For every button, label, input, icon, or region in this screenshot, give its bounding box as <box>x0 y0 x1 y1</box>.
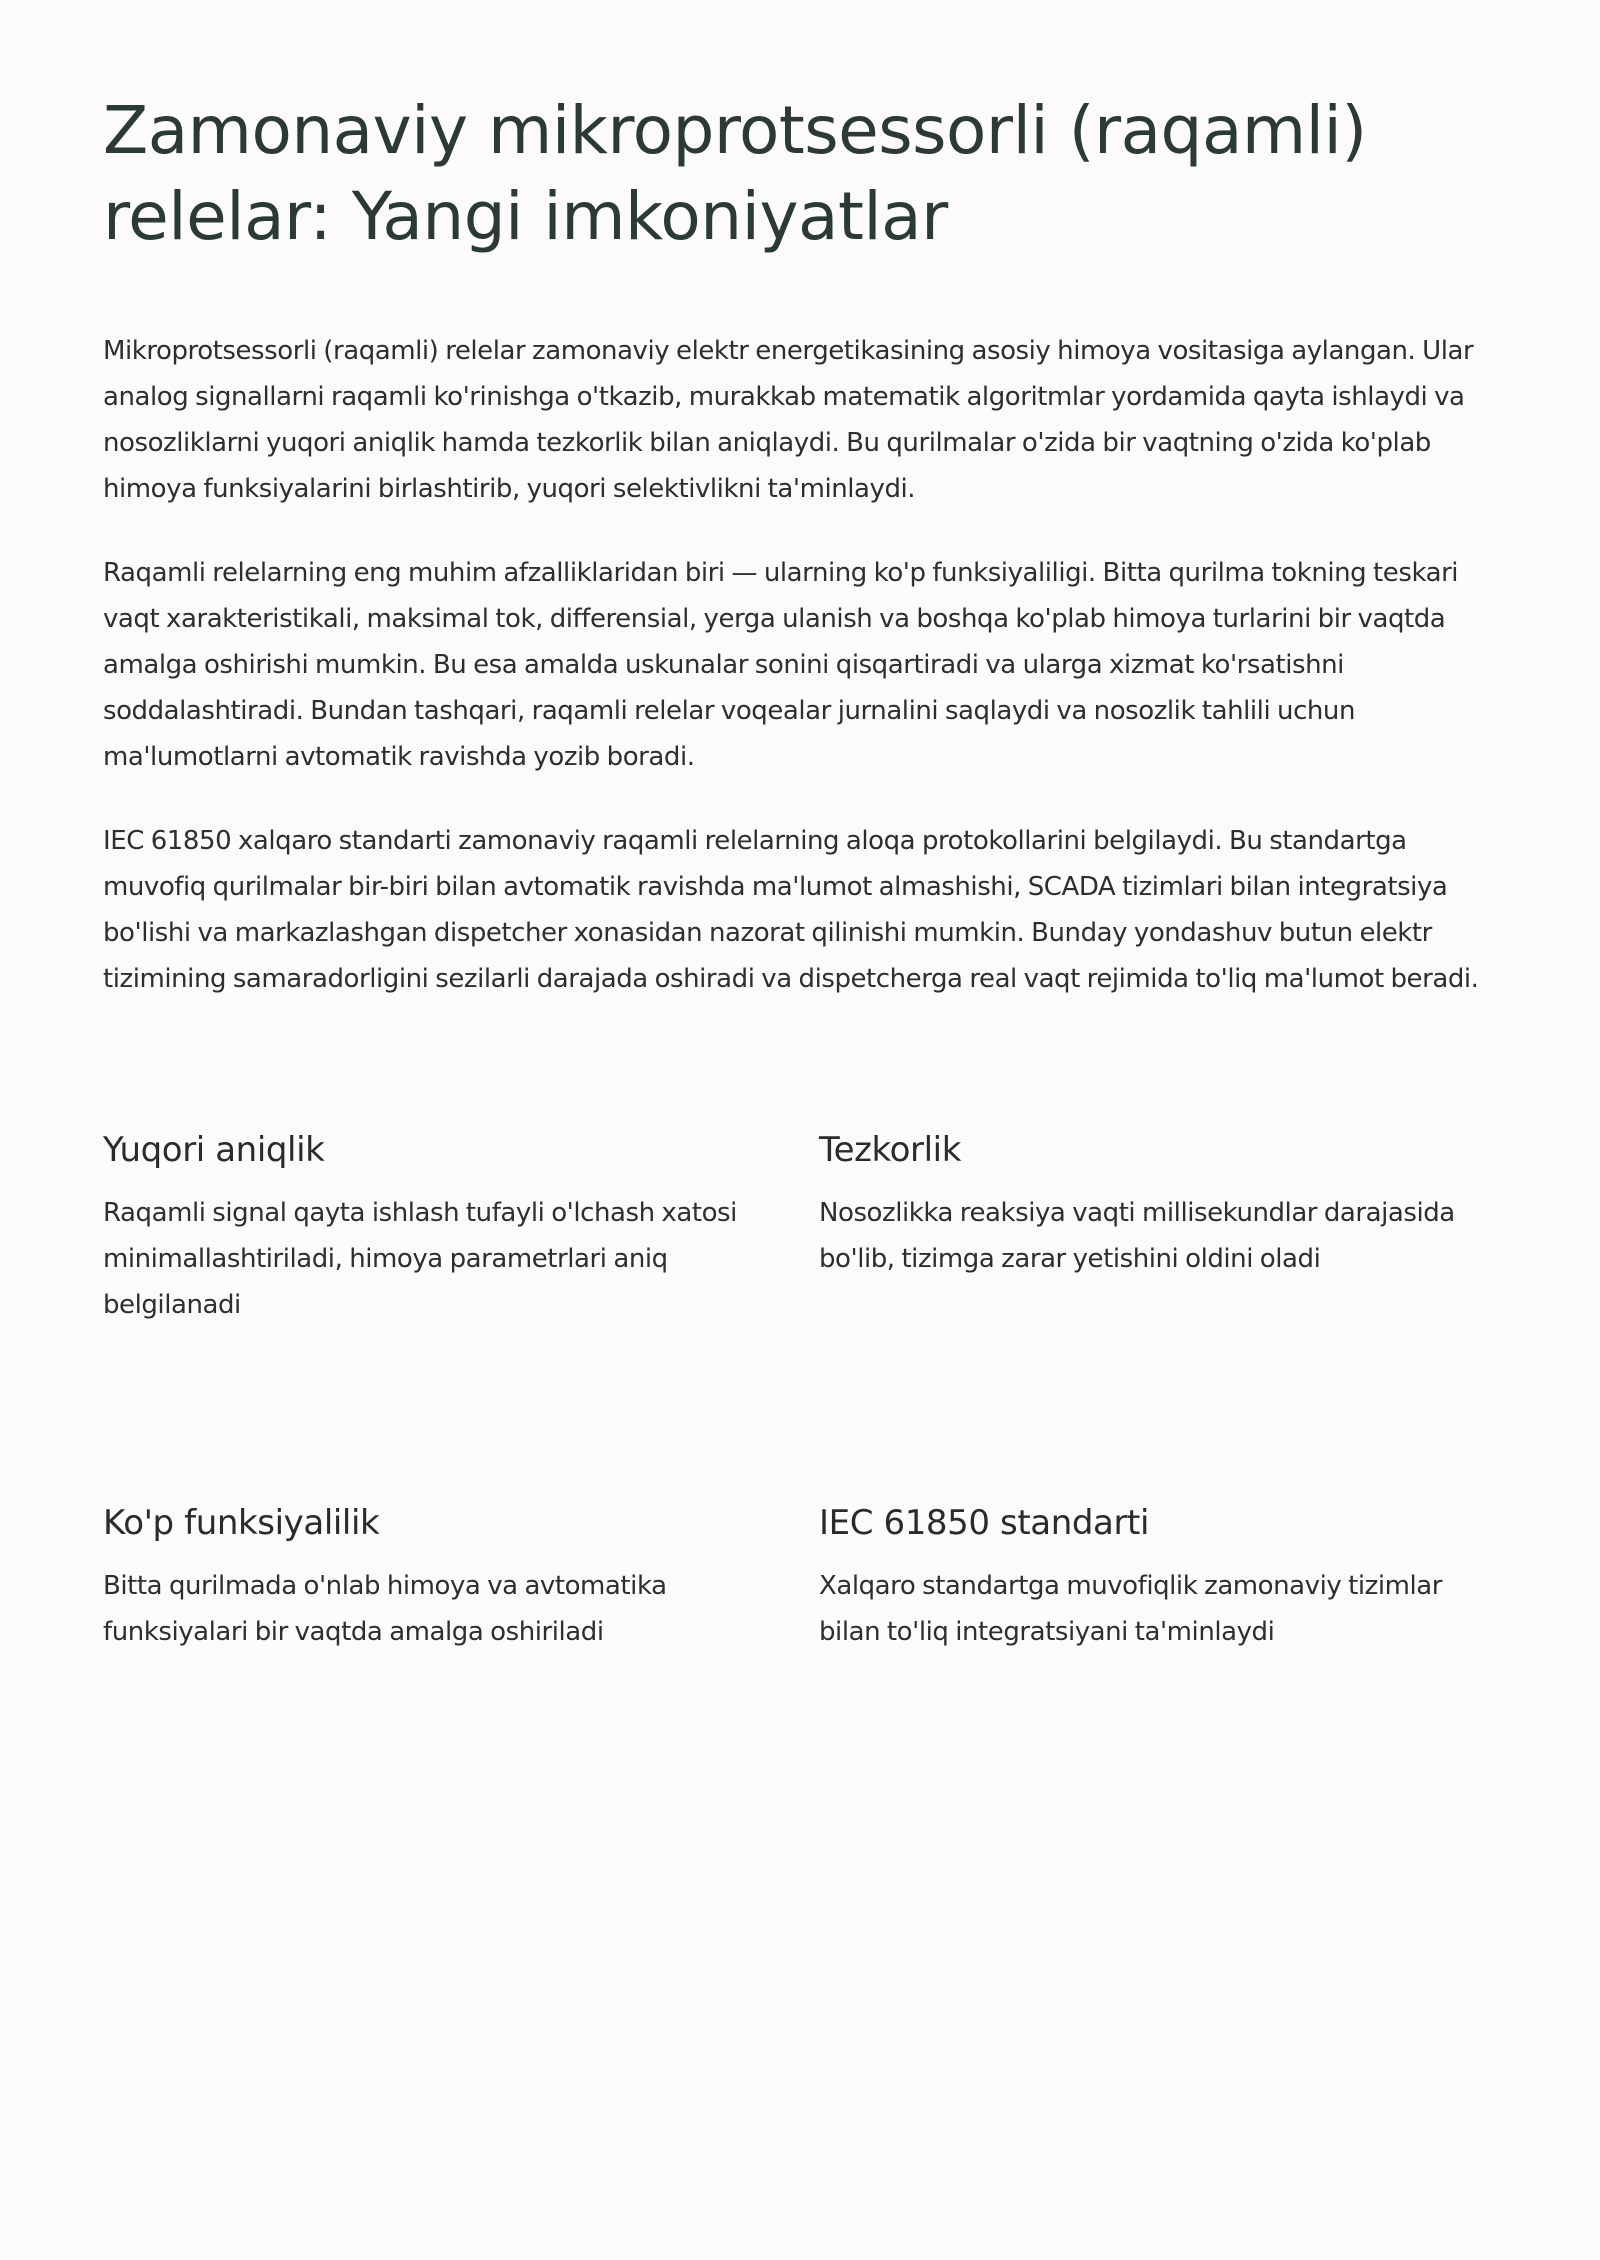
feature-text: Bitta qurilmada o'nlab himoya va avtomatika funksiyalari bir vaqtda amalga oshiriladi <box>103 1571 667 1647</box>
feature-title: Yuqori aniqlik <box>103 1130 325 1170</box>
intro-paragraph: IEC 61850 xalqaro standarti zamonaviy raqamli relelarning aloqa protokollarini belgilaydi. Bu standartga muvofiq qurilmalar bir-biri bilan avtomatik ravishda ma'lumot almashishi, SCADA tizimlari bilan integratsiya bo'lishi va markazlashgan dispetcher xonasidan nazorat qilinishi mumkin. Bunday yondashuv butun elektr tizimining samaradorligini sezilarli darajada oshiradi va dispetcherga real vaqt rejimida to'liq ma'lumot beradi. <box>103 826 1479 994</box>
feature-title: Ko'p funksiyalilik <box>103 1503 380 1543</box>
intro-paragraph: Mikroprotsessorli (raqamli) relelar zamonaviy elektr energetikasining asosiy himoya vositasiga aylangan. Ular analog signallarni raqamli ko'rinishga o'tkazib, murakkab matematik algoritmlar yordamida qayta ishlaydi va nosozliklarni yuqori aniqlik hamda tezkorlik bilan aniqlaydi. Bu qurilmalar o'zida bir vaqtning o'zida ko'plab himoya funksiyalarini birlashtirib, yuqori selektivlikni ta'minlaydi. <box>103 336 1474 504</box>
feature-card-multifunction <box>103 1499 819 1872</box>
feature-card-speed <box>819 1126 1499 1499</box>
feature-text: Nosozlikka reaksiya vaqti millisekundlar darajasida bo'lib, tizimga zarar yetishini oldini oladi <box>819 1198 1455 1274</box>
feature-card-iec-standard <box>819 1499 1499 1872</box>
feature-text: Raqamli signal qayta ishlash tufayli o'lchash xatosi minimallashtiriladi, himoya parametrlari aniq belgilanadi <box>103 1198 737 1320</box>
page-title: Zamonaviy mikroprotsessorli (raqamli) relelar: Yangi imkoniyatlar <box>103 92 1367 255</box>
feature-text: Xalqaro standartga muvofiqlik zamonaviy tizimlar bilan to'liq integratsiyani ta'minlaydi <box>819 1571 1442 1647</box>
feature-card-accuracy <box>103 1126 819 1499</box>
features-grid <box>103 1126 1497 1872</box>
intro-paragraph: Raqamli relelarning eng muhim afzalliklaridan biri — ularning ko'p funksiyaliligi. Bitta qurilma tokning teskari vaqt xarakteristikali, maksimal tok, differensial, yerga ulanish va boshqa ko'plab himoya turlarini bir vaqtda amalga oshirishi mumkin. Bu esa amalda uskunalar sonini qisqartiradi va ularga xizmat ko'rsatishni soddalashtiradi. Bundan tashqari, raqamli relelar voqealar jurnalini saqlaydi va nosozlik tahlili uchun ma'lumotlarni avtomatik ravishda yozib boradi. <box>103 558 1459 772</box>
intro-section <box>103 328 1497 1002</box>
feature-title: Tezkorlik <box>819 1130 961 1170</box>
feature-title: IEC 61850 standarti <box>819 1503 1150 1543</box>
